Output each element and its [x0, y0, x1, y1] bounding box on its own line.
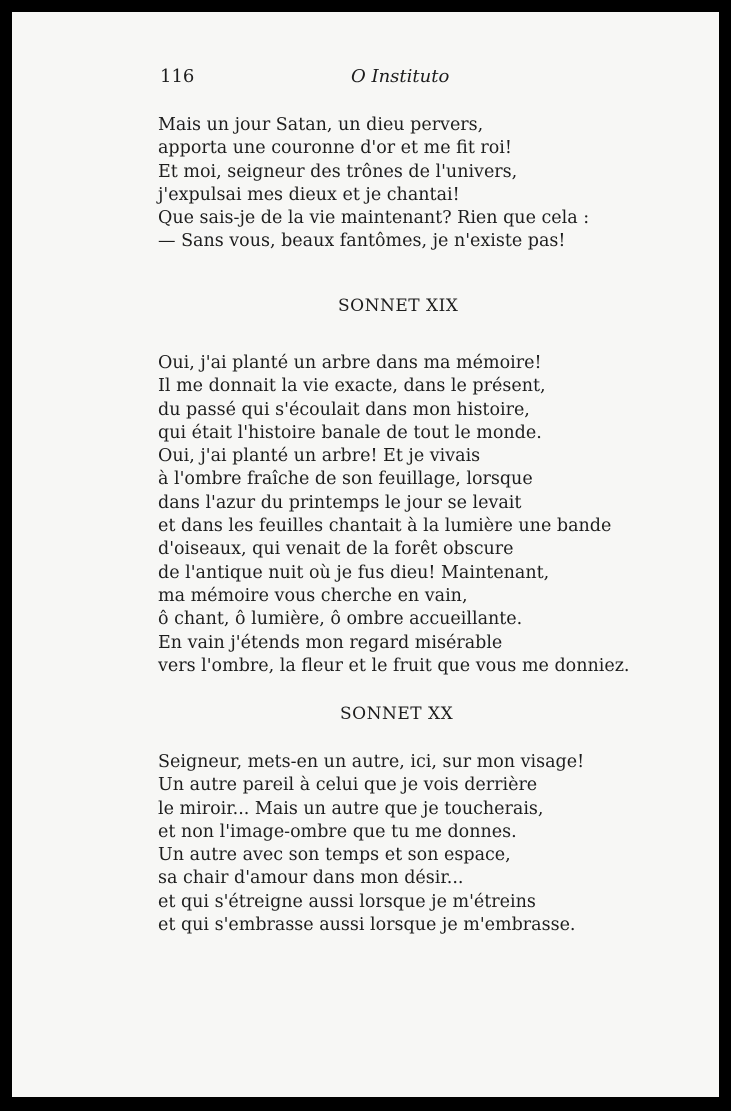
poem-line: et dans les feuilles chantait à la lumière une bande [158, 516, 612, 537]
poem-line: de l'antique nuit où je fus dieu! Maintenant, [158, 562, 550, 583]
poem-line: sa chair d'amour dans mon désir... [158, 868, 464, 889]
poem-line: et qui s'étreigne aussi lorsque je m'étreins [158, 891, 536, 912]
poem-line: Que sais-je de la vie maintenant? Rien que cela : [158, 208, 590, 229]
poem-line: Et moi, seigneur des trônes de l'univers, [158, 161, 518, 182]
book-page [12, 12, 719, 1097]
page-number: 116 [160, 66, 195, 87]
poem-line: et non l'image-ombre que tu me donnes. [158, 821, 517, 842]
poem-line: Un autre pareil à celui que je vois derrière [158, 775, 538, 796]
poem-line: dans l'azur du printemps le jour se levait [158, 492, 522, 513]
poem-line: Il me donnait la vie exacte, dans le présent, [158, 376, 546, 397]
poem-line: j'expulsai mes dieux et je chantai! [158, 184, 460, 205]
poem-line: Oui, j'ai planté un arbre! Et je vivais [158, 446, 481, 467]
poem-line: à l'ombre fraîche de son feuillage, lorsque [158, 469, 533, 490]
poem-line: qui était l'histoire banale de tout le monde. [158, 422, 542, 443]
page-header [12, 66, 719, 96]
poem-line: et qui s'embrasse aussi lorsque je m'embrasse. [158, 915, 576, 936]
poem-line: ma mémoire vous cherche en vain, [158, 585, 468, 606]
poem-line: du passé qui s'écoulait dans mon histoire, [158, 399, 530, 420]
poem-line: d'oiseaux, qui venait de la forêt obscure [158, 539, 514, 560]
running-title: O Instituto [351, 66, 450, 87]
poem-line: — Sans vous, beaux fantômes, je n'existe pas! [158, 231, 566, 252]
sonnet-19-title: SONNET XIX [338, 296, 459, 316]
sonnet-19-text [158, 352, 630, 678]
poem-intro-stanza [158, 114, 589, 254]
poem-line: apporta une couronne d'or et me fit roi! [158, 138, 512, 159]
poem-line: En vain j'étends mon regard misérable [158, 632, 503, 653]
poem-line: Seigneur, mets-en un autre, ici, sur mon visage! [158, 752, 585, 772]
poem-line: Oui, j'ai planté un arbre dans ma mémoire! [158, 353, 542, 373]
poem-line: vers l'ombre, la fleur et le fruit que vous me donniez. [158, 655, 630, 676]
poem-line: Un autre avec son temps et son espace, [158, 845, 511, 866]
sonnet-20-text [158, 751, 584, 937]
poem-line: Mais un jour Satan, un dieu pervers, [158, 115, 484, 135]
poem-line: le miroir... Mais un autre que je toucherais, [158, 798, 544, 819]
poem-line: ô chant, ô lumière, ô ombre accueillante. [158, 609, 523, 630]
sonnet-20-title: SONNET XX [340, 704, 454, 724]
